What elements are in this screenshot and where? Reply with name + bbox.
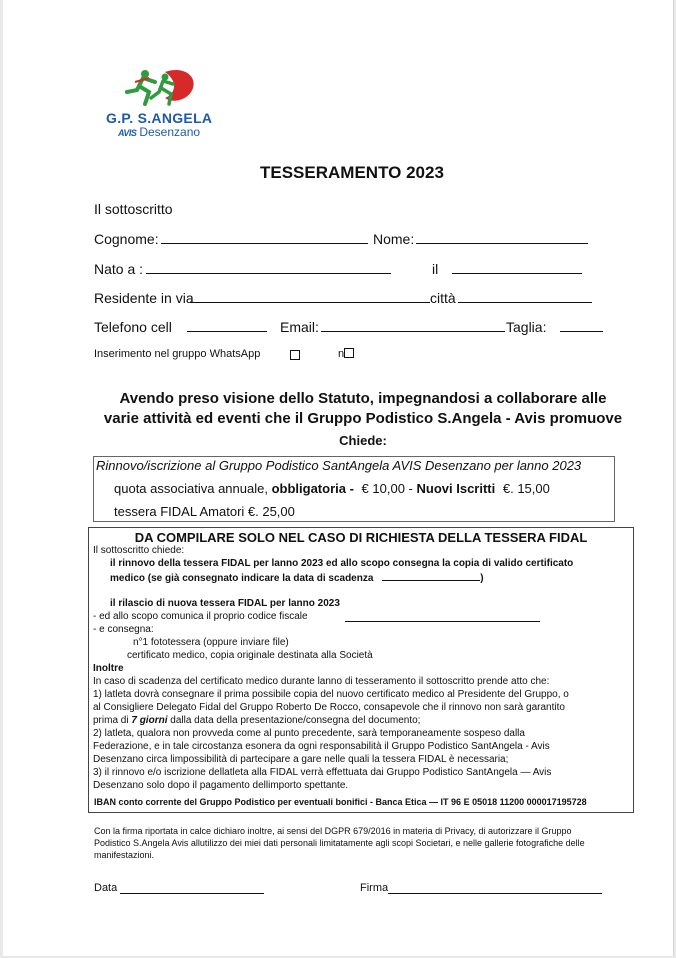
codice-fiscale-field[interactable] [345, 611, 540, 622]
fidal-p1c-days: 7 giorni [131, 715, 168, 726]
cognome-field[interactable] [161, 230, 368, 244]
taglia-field[interactable] [560, 318, 603, 332]
telefono-field[interactable] [187, 318, 267, 332]
fidal-rinnovo-2 [110, 571, 484, 586]
new-members-amount: €. 15,00 [502, 481, 550, 496]
nato-field[interactable] [146, 260, 391, 274]
renewal-fee-line [114, 481, 550, 496]
intro-text: Il sottoscritto [94, 201, 173, 217]
fidal-rilascio: il rilascio di nuova tessera FIDAL per lanno 2023 [110, 598, 340, 609]
fidal-heading: DA COMPILARE SOLO NEL CASO DI RICHIESTA DELLA TESSERA FIDAL [134, 530, 588, 545]
nato-label: Nato a : [94, 261, 144, 277]
fidal-p3b: Desenzano solo dopo il pagamento dellimporto spettante. [93, 780, 349, 791]
fidal-p1a: 1) latleta dovrà consegnare il prima possibile copia del nuovo certificato medico al Presidente del Gruppo, o [93, 689, 569, 700]
taglia-label: Taglia: [506, 319, 547, 335]
org-name: G.P. S.ANGELA [106, 110, 213, 126]
org-place: Desenzano [139, 125, 201, 139]
renewal-title: Rinnovo/iscrizione al Gruppo Podistico SantAngela AVIS Desenzano per lanno 2023 [96, 458, 582, 473]
privacy-l3: manifestazioni. [94, 850, 155, 860]
fidal-p3a: 3) il rinnovo e/o iscrizione dellatleta alla FIDAL verrà effettuata dai Gruppo Podistico SantAngela — Avis [93, 767, 552, 778]
data-label: Data [94, 882, 118, 894]
citta-label: città [430, 290, 456, 306]
fidal-rinnovo-text: medico (se già consegnato indicare la data di scadenza [110, 573, 374, 584]
citta-field[interactable] [458, 289, 592, 303]
privacy-l1: Con la firma riportata in calce dichiaro inoltre, ai sensi del DGPR 679/2016 in materia di Privacy, di autorizzare il Gruppo [94, 826, 572, 836]
fidal-p1c-pre: prima di [93, 715, 129, 726]
fidal-p1c [93, 715, 420, 728]
firma-label: Firma [360, 882, 389, 894]
fee-text: quota associativa annuale, [114, 481, 268, 496]
runners-logo-icon [115, 68, 205, 108]
fee-amount: € 10,00 - [361, 481, 413, 496]
page-title: TESSERAMENTO 2023 [260, 163, 444, 182]
firma-field[interactable] [388, 882, 602, 894]
nome-label: Nome: [373, 231, 415, 247]
fidal-fee-line: tessera FIDAL Amatori €. 25,00 [114, 504, 295, 519]
email-field[interactable] [321, 318, 505, 332]
fidal-p2c: Desenzano circa limpossibilità di partecipare a gare nelle quali la tessera FIDAL è necessaria; [93, 754, 509, 765]
via-field[interactable] [190, 289, 430, 303]
privacy-l2: Podistico S.Angela Avis allutilizzo dei miei dati personali limitatamente agli scopi Societari, e nelle gallerie fotografiche delle [94, 838, 585, 848]
data-nascita-field[interactable] [452, 260, 582, 274]
fidal-foto: n°1 fototessera (oppure inviare file) [133, 637, 289, 648]
residente-label: Residente in via [94, 290, 194, 306]
fidal-chiede: Il sottoscritto chiede: [93, 545, 185, 556]
fidal-consegna: - e consegna: [93, 624, 154, 635]
email-label: Email: [280, 319, 319, 335]
whatsapp-no-label: n [338, 348, 345, 360]
new-members-label: Nuovi Iscritti [416, 481, 496, 496]
telefono-label: Telefono cell [94, 319, 172, 335]
whatsapp-no-checkbox[interactable] [344, 348, 354, 358]
fidal-scopo: - ed allo scopo comunica il proprio codice fiscale [93, 611, 308, 622]
nome-field[interactable] [416, 230, 588, 244]
fee-obbligatoria: obbligatoria - [271, 481, 354, 496]
fidal-rinnovo-1: il rinnovo della tessera FIDAL per lanno 2023 ed allo scopo consegna la copia di valido certificato [110, 558, 574, 569]
fidal-rinnovo-close: ) [480, 573, 484, 584]
statement-line-2: varie attività ed eventi che il Gruppo Podistico S.Angela - Avis promuove [103, 410, 623, 427]
avis-mark: AVIS [118, 128, 137, 138]
whatsapp-yes-checkbox[interactable] [290, 350, 300, 360]
fidal-p2b: Federazione, e in tale circostanza esonera da ogni responsabilità il Gruppo Podistico SantAngela - Avis [93, 741, 550, 752]
fidal-p2a: 2) latleta, qualora non provveda come al punto precedente, sarà temporaneamente sospeso dalla [93, 728, 525, 739]
statement-line-1: Avendo preso visione dello Statuto, impegnandosi a collaborare alle [119, 390, 607, 407]
fidal-p0: In caso di scadenza del certificato medico durante lanno di tesseramento il sottoscritto prende atto che: [93, 676, 550, 687]
cognome-label: Cognome: [94, 231, 159, 247]
chiede-heading: Chiede: [339, 433, 387, 448]
fidal-p1b: al Consigliere Delegato Fidal del Gruppo Roberto De Rocco, consapevole che il rinnovo non sarà garantito [93, 702, 565, 713]
fidal-certificato: certificato medico, copia originale destinata alla Società [127, 650, 373, 661]
whatsapp-no-option [338, 348, 354, 360]
fidal-p1c-post: dalla data della presentazione/consegna del documento; [170, 715, 421, 726]
document-page [3, 0, 674, 956]
org-subtitle [118, 125, 200, 139]
data-field[interactable] [120, 882, 264, 894]
fidal-inoltre: Inoltre [93, 663, 124, 674]
il-label: il [432, 261, 439, 277]
scadenza-field[interactable] [382, 571, 480, 581]
iban-line: IBAN conto corrente del Gruppo Podistico per eventuali bonifici - Banca Etica — IT 96 E 05018 11200 000017195728 [94, 797, 587, 807]
whatsapp-label: Inserimento nel gruppo WhatsApp [94, 348, 261, 360]
